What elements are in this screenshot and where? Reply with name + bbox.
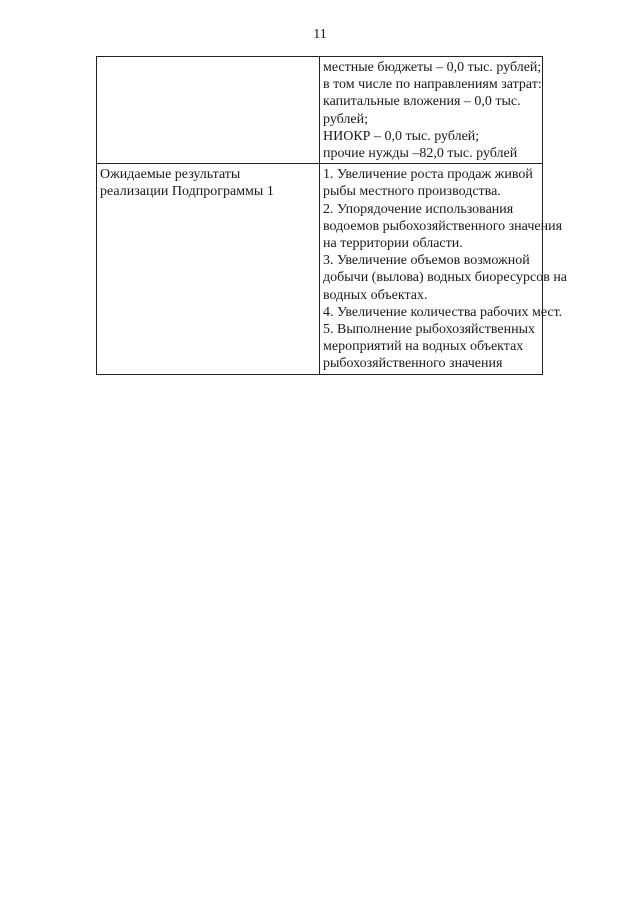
text-line: капитальные вложения – 0,0 тыс. [323,94,521,110]
text-line: водоемов рыбохозяйственного значения [323,218,563,234]
table-cell-empty [97,57,320,164]
text-line: Ожидаемые результаты [100,167,241,183]
text-line: водных объектах. [323,287,428,303]
text-line: прочие нужды –82,0 тыс. рублей [323,146,518,162]
text-line: 1. Увеличение роста продаж живой [323,167,533,183]
text-line: реализации Подпрограммы 1 [100,184,274,200]
text-line: мероприятий на водных объектах [323,339,524,355]
text-line: 5. Выполнение рыбохозяйственных [323,322,536,338]
text-line: местные бюджеты – 0,0 тыс. рублей; [323,60,542,75]
page-number: 11 [313,27,327,42]
text-line: НИОКР – 0,0 тыс. рублей; [323,128,480,144]
text-line: в том числе по направлениям затрат: [323,77,542,93]
expected-results-label-cell [97,164,320,374]
text-line: рыбохозяйственного значения [323,356,503,372]
text-line: 3. Увеличение объемов возможной [323,253,530,269]
text-line: 4. Увеличение количества рабочих мест. [323,304,563,320]
table-row [97,57,543,164]
expected-results-cell [320,164,568,374]
text-line: на территории области. [323,236,463,252]
text-line: рыбы местного производства. [323,184,501,200]
text-line: 2. Упорядочение использования [323,201,514,217]
text-line: добычи (вылова) водных биоресурсов на [323,270,568,286]
funding-cell [320,57,543,164]
text-line: рублей; [323,111,368,127]
program-table [96,56,568,375]
table-row [97,164,543,374]
